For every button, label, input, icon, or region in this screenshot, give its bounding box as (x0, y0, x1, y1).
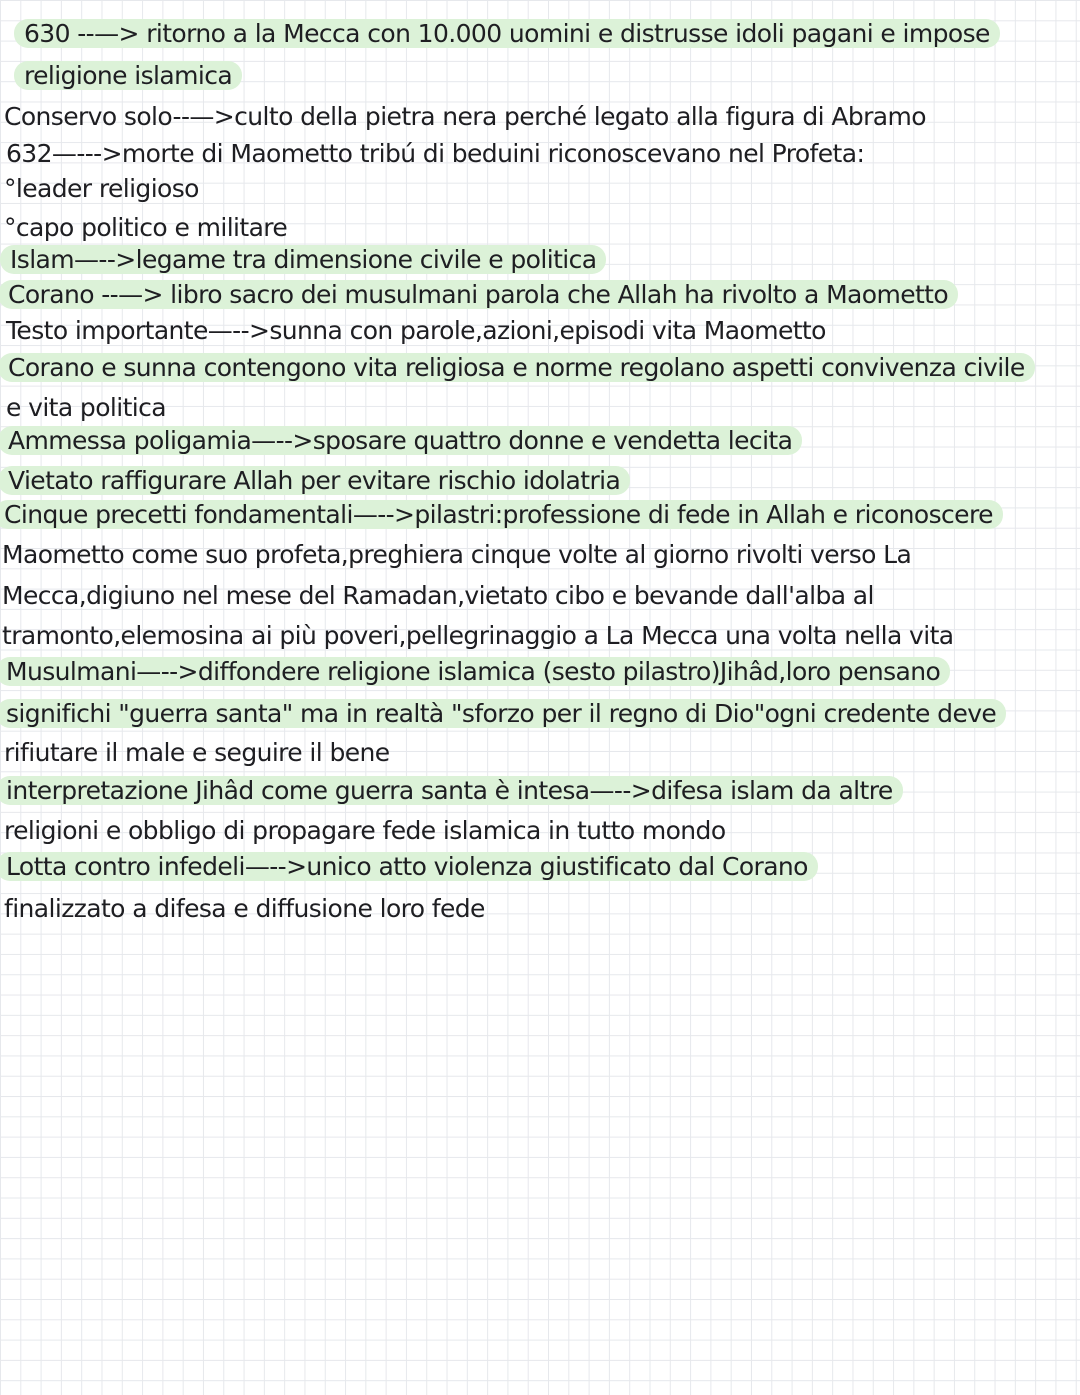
note-line: °leader religioso (4, 174, 199, 203)
note-line: Islam—-->legame tra dimensione civile e politica (8, 244, 606, 276)
note-line: 630 --—> ritorno a la Mecca con 10.000 uomini e distrusse idoli pagani e impose (22, 18, 1000, 50)
note-line: rifiutare il male e seguire il bene (4, 738, 390, 767)
note-line: religioni e obbligo di propagare fede islamica in tutto mondo (4, 816, 726, 845)
note-line: Corano --—> libro sacro dei musulmani parola che Allah ha rivolto a Maometto (6, 279, 958, 311)
note-line: Ammessa poligamia—-->sposare quattro donne e vendetta lecita (6, 425, 802, 457)
note-line: finalizzato a difesa e diffusione loro fede (4, 894, 485, 923)
note-line: Musulmani—-->diffondere religione islamica (sesto pilastro)Jihâd,loro pensano (4, 656, 950, 688)
note-line: Vietato raffigurare Allah per evitare rischio idolatria (6, 465, 630, 497)
note-line: significhi "guerra santa" ma in realtà "sforzo per il regno di Dio"ogni credente deve (4, 698, 1006, 730)
note-line: e vita politica (6, 393, 167, 422)
note-line: Mecca,digiuno nel mese del Ramadan,vietato cibo e bevande dall'alba al (2, 581, 874, 610)
note-line: Testo importante—-->sunna con parole,azioni,episodi vita Maometto (6, 316, 826, 345)
note-line: Lotta contro infedeli—-->unico atto violenza giustificato dal Corano (4, 851, 818, 883)
note-line: Maometto come suo profeta,preghiera cinque volte al giorno rivolti verso La (2, 540, 912, 569)
note-line: Conservo solo--—>culto della pietra nera perché legato alla figura di Abramo (4, 102, 926, 131)
note-line: Corano e sunna contengono vita religiosa e norme regolano aspetti convivenza civile (6, 352, 1035, 384)
note-line: 632—--->morte di Maometto tribú di beduini riconoscevano nel Profeta: (6, 139, 865, 168)
note-line: Cinque precetti fondamentali—-->pilastri:professione di fede in Allah e riconoscere (2, 499, 1003, 531)
note-line: interpretazione Jihâd come guerra santa è intesa—-->difesa islam da altre (4, 775, 903, 807)
note-line: °capo politico e militare (4, 213, 288, 242)
note-line: tramonto,elemosina ai più poveri,pellegrinaggio a La Mecca una volta nella vita (2, 621, 954, 650)
note-line: religione islamica (22, 60, 242, 92)
